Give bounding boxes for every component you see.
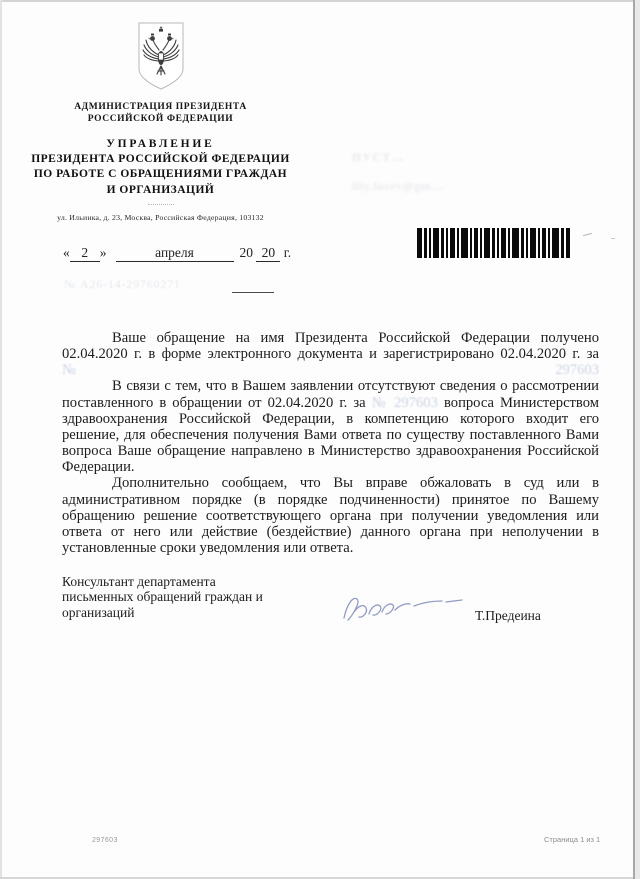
department-line2: ПРЕЗИДЕНТА РОССИЙСКОЙ ФЕДЕРАЦИИ: [31, 153, 290, 166]
quote-close: »: [99, 245, 107, 260]
signoff-position-line2: письменных обращений граждан и: [62, 589, 263, 605]
recipient-name-faded: ПУСТ…: [352, 152, 405, 164]
footer-doc-number: 297603: [92, 837, 118, 844]
date-year: 20: [256, 245, 280, 262]
scan-edge-right: [635, 0, 640, 879]
scan-edge-left: [0, 0, 2, 879]
letterhead-divider: [148, 204, 174, 205]
signoff-position-line3: организаций: [62, 604, 135, 620]
paragraph-registration: [62, 330, 599, 378]
coat-of-arms-icon: [138, 22, 184, 90]
org-name-line1: АДМИНИСТРАЦИЯ ПРЕЗИДЕНТА: [74, 102, 247, 112]
date-suffix: г.: [283, 245, 292, 260]
recipient-email-faded: iliy.lusev@gm…: [352, 179, 444, 193]
scan-edge-top: [0, 0, 640, 2]
barcode: [417, 228, 570, 258]
p2-text-after: вопроса Министерством здравоохранения Российской Федерации, в компетенцию которого входит его решение, для обеспечения получения Вами ответа по существу поставленного Вами вопроса Ваше обращение направлено в Министерство здравоохранения Российской Федерации.: [62, 394, 599, 476]
department-name: [18, 137, 303, 198]
signoff-position: [62, 574, 263, 620]
p2-faded-number: № 297603: [371, 394, 438, 411]
footer-page-info: Страница 1 из 1: [544, 835, 601, 844]
date-year-prefix: 20: [239, 245, 253, 260]
signer-name: Т.Предеина: [475, 608, 541, 623]
date-day: 2: [70, 245, 100, 262]
date-line: [63, 245, 291, 262]
department-line4: И ОРГАНИЗАЦИЙ: [106, 183, 215, 196]
quote-open: «: [63, 245, 70, 260]
reference-number-faded: № А26-14-29760271: [64, 277, 181, 291]
p1-faded-number: № 297603: [62, 362, 599, 379]
scan-edge-right-line: [633, 0, 635, 879]
signoff-position-line1: Консультант департамента: [62, 574, 216, 589]
reference-underline: [232, 292, 274, 293]
letterhead-address: ул. Ильинка, д. 23, Москва, Российская Федерация, 103132: [57, 212, 264, 222]
scan-speck: [583, 233, 592, 236]
scan-speck: [611, 238, 615, 239]
letterhead: [18, 22, 303, 222]
org-name-line2: РОССИЙСКОЙ ФЕДЕРАЦИИ: [87, 113, 234, 124]
letter-body: [62, 330, 599, 556]
paragraph-appeal-rights: Дополнительно сообщаем, что Вы вправе обжаловать в суд или в административном порядке (в порядке подчиненности) принятое по Вашему обращению решение соответствующего органа при получении уведомления или ответа от него или действие (бездействие) данного органа при неполучении в установленные сроки уведомления или ответа.: [62, 475, 599, 557]
p2-text-before: В связи с тем, что в Вашем заявлении отсутствуют сведения о рассмотрении поставленного в обращении от 02.04.2020 г. за: [62, 378, 599, 411]
org-name: [18, 102, 303, 125]
department-line3: ПО РАБОТЕ С ОБРАЩЕНИЯМИ ГРАЖДАН: [33, 168, 288, 181]
p1-text: Ваше обращение на имя Президента Российской Федерации получено 02.04.2020 г. в форме электронного документа и зарегистрировано 02.04.2020 г. за: [62, 330, 599, 363]
department-line1: УПРАВЛЕНИЕ: [106, 138, 215, 150]
paragraph-forwarding: [62, 378, 599, 475]
date-month: апреля: [116, 245, 234, 262]
handwritten-signature: [338, 590, 468, 626]
